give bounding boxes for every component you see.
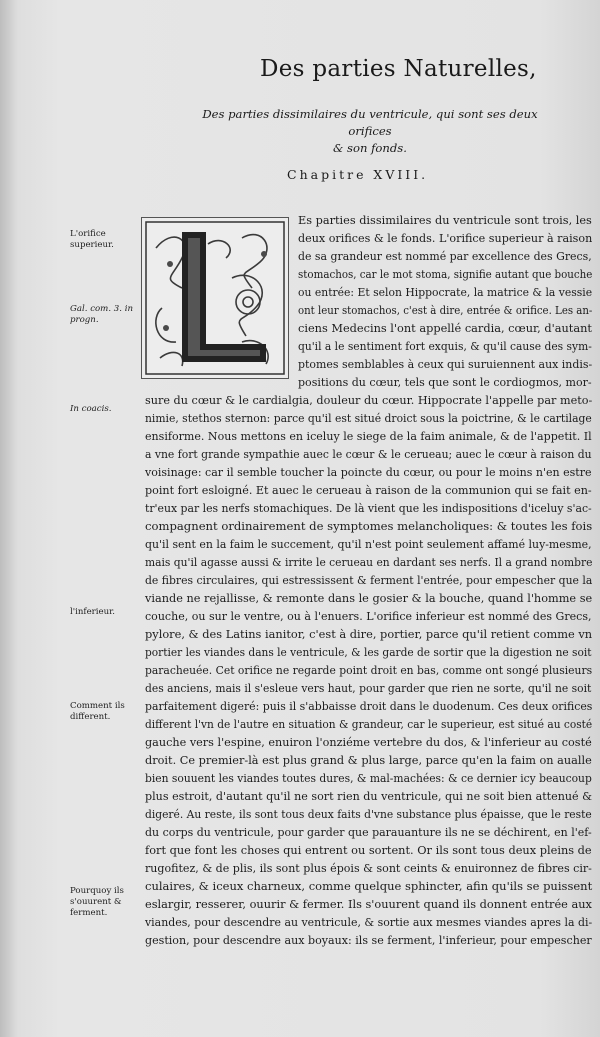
body-line: pylore, & des Latins ianitor, c'est à dire, portier, parce qu'il retient comme vn <box>145 627 593 641</box>
running-head: Des parties Naturelles, <box>260 56 537 82</box>
margin-note-galen: Gal. com. 3. in progn. <box>70 304 134 325</box>
margin-note-coacis: In coacis. <box>70 404 112 414</box>
body-line: fort que font les choses qui entrent ou sortent. Or ils sont tous deux pleins de <box>145 843 592 857</box>
body-line: qu'il a le sentiment fort exquis, & qu'il cause des sym- <box>298 339 592 353</box>
body-line: ont leur stomachos, c'est à dire, entrée & orifice. Les an- <box>298 303 593 317</box>
body-line: rugofitez, & de plis, ils sont plus épois & sont ceints & enuironnez de fibres cir- <box>145 861 592 875</box>
body-line: Es parties dissimilaires du ventricule sont trois, les <box>298 213 592 227</box>
margin-note-orifice-superieur: L'orifice superieur. <box>70 229 114 250</box>
body-line: tr'eux par les nerfs stomachiques. De là vient que les indispositions d'iceluy s'ac- <box>145 501 592 515</box>
body-line: viandes, pour descendre au ventricule, & sortie aux mesmes viandes apres la di- <box>145 915 593 929</box>
subtitle-line-1: Des parties dissimilaires du ventricule, qui sont ses deux orifices <box>202 107 538 138</box>
body-line: different l'vn de l'autre en situation & grandeur, car le superieur, est situé au costé <box>145 717 593 731</box>
decorated-initial-image <box>141 217 289 379</box>
body-line: gauche vers l'espine, enuiron l'onziéme vertebre du dos, & l'inferieur au costé <box>145 735 592 749</box>
body-line: mais qu'il agasse aussi & irrite le cerueau en dardant ses nerfs. Il a grand nombre <box>145 555 593 569</box>
body-line: voisinage: car il semble toucher la poincte du cœur, ou pour le moins n'en estre <box>145 465 592 479</box>
body-line: portier les viandes dans le ventricule, & les garde de sortir que la digestion ne soit <box>145 645 592 659</box>
body-line: couche, ou sur le ventre, ou à l'enuers. L'orifice inferieur est nommé des Grecs, <box>145 609 592 623</box>
body-line: ptomes semblables à ceux qui suruiennent aux indis- <box>298 357 593 371</box>
body-line: point fort esloigné. Et auec le cerueau à raison de la communion qui se fait en- <box>145 483 592 497</box>
chapter-title: Chapitre XVIII. <box>287 167 429 182</box>
body-line: a vne fort grande sympathie auec le cœur & le cerueau; auec le cœur à raison du <box>145 447 592 461</box>
body-line: digeré. Au reste, ils sont tous deux faits d'vne substance plus épaisse, que le reste <box>145 807 592 821</box>
body-line: des anciens, mais il s'esleue vers haut, pour garder que rien ne sorte, qu'il ne soit <box>145 681 592 695</box>
body-line: culaires, & iceux charneux, comme quelque sphincter, afin qu'ils se puissent <box>145 879 593 893</box>
body-line: viande ne rejallisse, & remonte dans le gosier & la bouche, quand l'homme se <box>145 591 593 605</box>
body-line: positions du cœur, tels que sont le cordiogmos, mor- <box>298 375 592 389</box>
body-line: ciens Medecins l'ont appellé cardia, cœur, d'autant <box>298 321 592 335</box>
body-line: qu'il sent en la faim le succement, qu'il n'est point seulement affamé luy-mesme, <box>145 537 592 551</box>
body-line: du corps du ventricule, pour garder que parauanture ils ne se déchirent, en l'ef- <box>145 825 592 839</box>
body-line: parfaitement digeré: puis il s'abbaisse droit dans le duodenum. Ces deux orifices <box>145 699 593 713</box>
body-line: gestion, pour descendre aux boyaux: ils se ferment, l'inferieur, pour empescher <box>145 933 592 947</box>
subtitle-line-2: & son fonds. <box>333 141 407 155</box>
chapter-subtitle <box>190 106 550 157</box>
body-line: compagnent ordinairement de symptomes melancholiques: & toutes les fois <box>145 519 593 533</box>
body-line: stomachos, car le mot stoma, signifie autant que bouche <box>298 267 593 281</box>
body-line: ensiforme. Nous mettons en iceluy le siege de la faim animale, & de l'appetit. Il <box>145 429 592 443</box>
margin-note-ouurent: Pourquoy ils s'ouurent & ferment. <box>70 886 124 918</box>
margin-note-inferieur: l'inferieur. <box>70 607 116 617</box>
body-line: de fibres circulaires, qui estressissent & ferment l'entrée, pour empescher que la <box>145 573 593 587</box>
body-line: ou entrée: Et selon Hippocrate, la matrice & la vessie <box>298 285 593 299</box>
body-line: plus estroit, d'autant qu'il ne sort rien du ventricule, qui ne soit bien attenué & <box>145 789 593 803</box>
body-line: sure du cœur & le cardialgia, douleur du cœur. Hippocrate l'appelle par meto- <box>145 393 593 407</box>
body-line: nimie, stethos sternon: parce qu'il est situé droict sous la poictrine, & le cartilage <box>145 411 592 425</box>
body-line: eslargir, resserer, ouurir & fermer. Ils s'ouurent quand ils donnent entrée aux <box>145 897 592 911</box>
body-line: deux orifices & le fonds. L'orifice superieur à raison <box>298 231 593 245</box>
body-line: droit. Ce premier-là est plus grand & plus large, parce qu'en la faim on aualle <box>145 753 592 767</box>
body-line: paracheuée. Cet orifice ne regarde point droit en bas, comme ont songé plusieurs <box>145 663 593 677</box>
margin-note-different: Comment ils different. <box>70 701 125 722</box>
body-line: bien souuent les viandes toutes dures, & mal-machées: & ce dernier icy beaucoup <box>145 771 592 785</box>
body-line: de sa grandeur est nommé par excellence des Grecs, <box>298 249 592 263</box>
